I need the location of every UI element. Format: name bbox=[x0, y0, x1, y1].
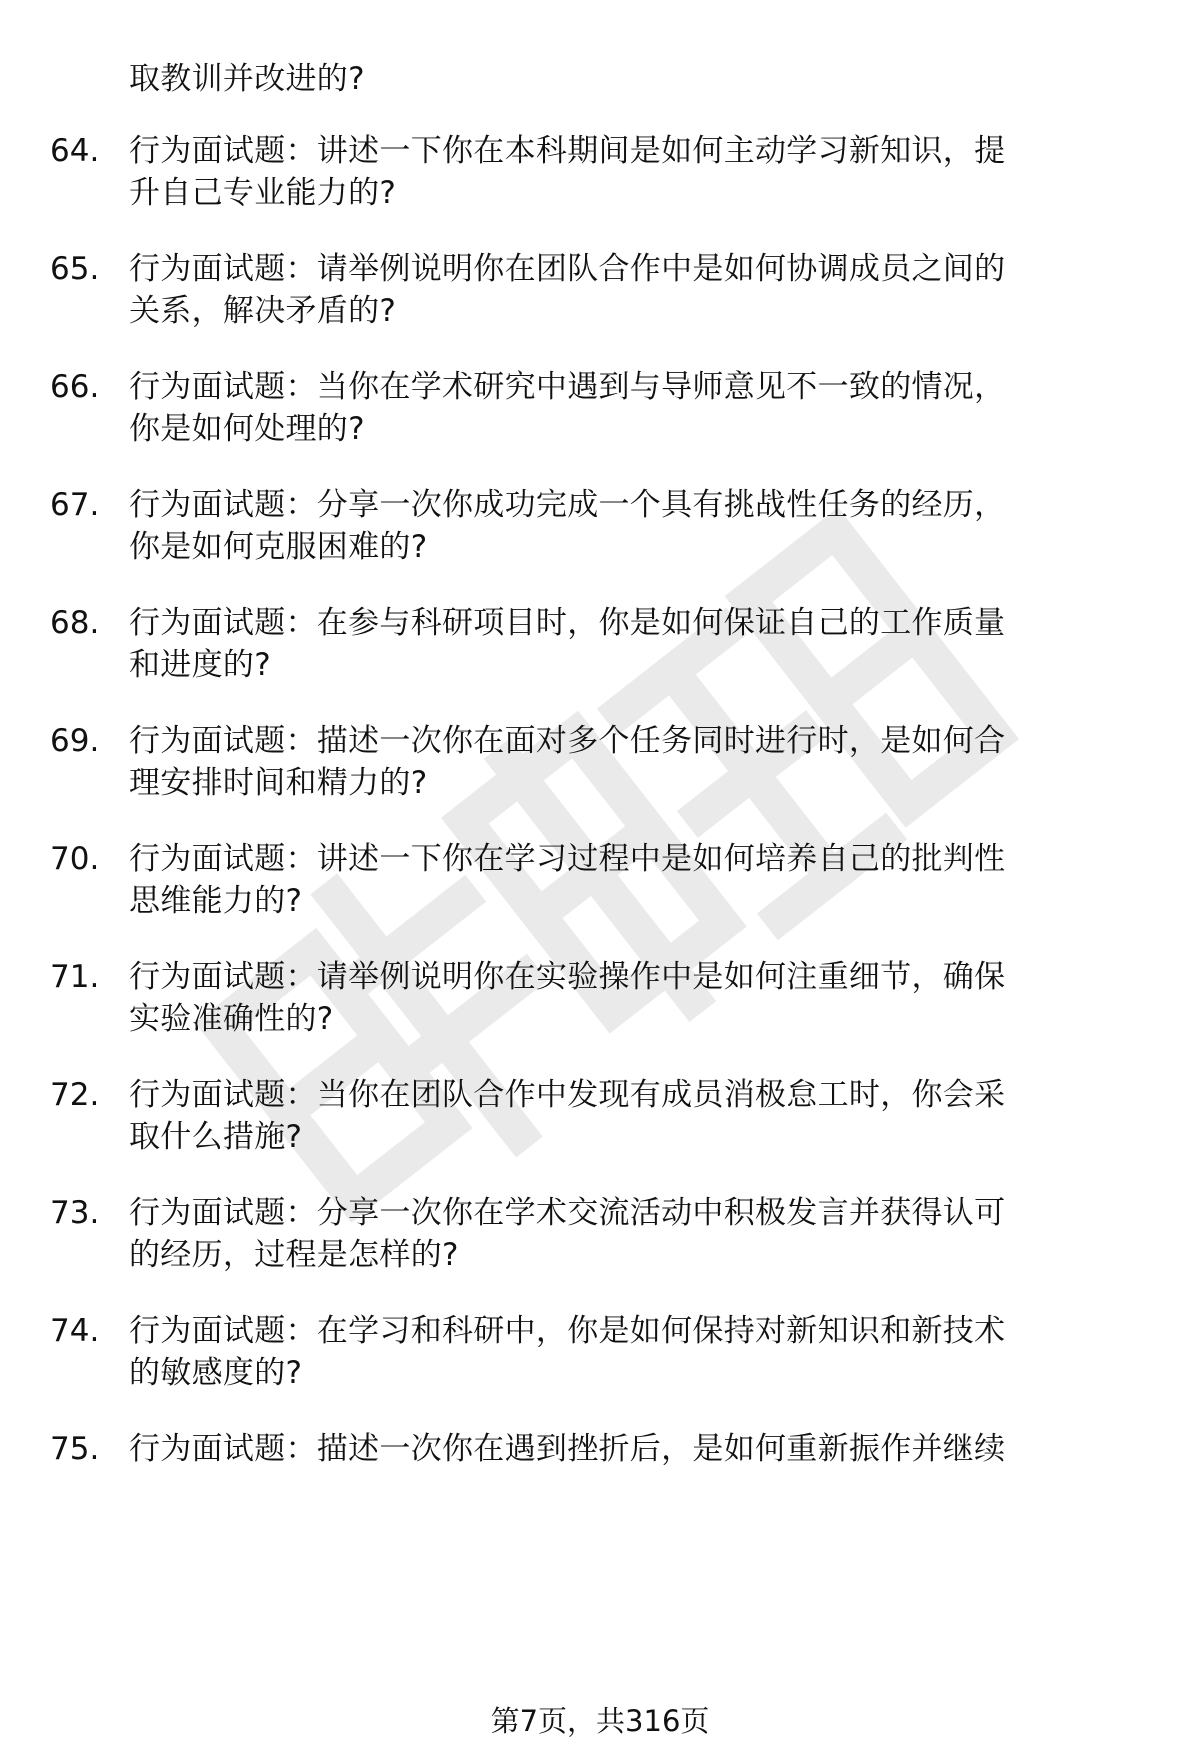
item-line: 行为面试题：分享一次你成功完成一个具有挑战性任务的经历， bbox=[129, 487, 1006, 523]
item-line: 关系，解决矛盾的? bbox=[129, 293, 397, 329]
item-number: 66. bbox=[50, 369, 100, 405]
item-text bbox=[129, 1192, 1139, 1276]
item-number: 74. bbox=[50, 1313, 100, 1349]
item-line: 行为面试题：当你在学术研究中遇到与导师意见不一致的情况， bbox=[129, 369, 1006, 405]
item-line: 实验准确性的? bbox=[129, 1001, 334, 1037]
item-text bbox=[129, 248, 1139, 332]
item-number: 68. bbox=[50, 605, 100, 641]
item-text bbox=[129, 602, 1139, 686]
item-line: 行为面试题：讲述一下你在本科期间是如何主动学习新知识，提 bbox=[129, 133, 1006, 169]
item-text bbox=[129, 484, 1139, 568]
item-number: 72. bbox=[50, 1077, 100, 1113]
item-text bbox=[129, 130, 1139, 214]
item-line: 的敏感度的? bbox=[129, 1355, 303, 1391]
item-line: 行为面试题：讲述一下你在学习过程中是如何培养自己的批判性 bbox=[129, 841, 1006, 877]
item-line: 取教训并改进的? bbox=[129, 61, 365, 97]
item-line: 行为面试题：当你在团队合作中发现有成员消极怠工时，你会采 bbox=[129, 1077, 1006, 1113]
item-text bbox=[129, 58, 1139, 100]
item-line: 行为面试题：描述一次你在遇到挫折后，是如何重新振作并继续 bbox=[129, 1431, 1006, 1467]
item-number: 65. bbox=[50, 251, 100, 287]
item-number: 71. bbox=[50, 959, 100, 995]
item-text bbox=[129, 720, 1139, 804]
item-line: 行为面试题：请举例说明你在实验操作中是如何注重细节，确保 bbox=[129, 959, 1006, 995]
item-number: 69. bbox=[50, 723, 100, 759]
item-line: 行为面试题：请举例说明你在团队合作中是如何协调成员之间的 bbox=[129, 251, 1006, 287]
item-number: 70. bbox=[50, 841, 100, 877]
item-line: 行为面试题：在学习和科研中，你是如何保持对新知识和新技术 bbox=[129, 1313, 1006, 1349]
item-text bbox=[129, 1074, 1139, 1158]
item-line: 你是如何处理的? bbox=[129, 411, 365, 447]
item-line: 行为面试题：分享一次你在学术交流活动中积极发言并获得认可 bbox=[129, 1195, 1006, 1231]
item-number: 67. bbox=[50, 487, 100, 523]
item-line: 的经历，过程是怎样的? bbox=[129, 1237, 459, 1273]
item-text bbox=[129, 956, 1139, 1040]
page-number-footer: 第7页，共316页 bbox=[490, 1704, 710, 1738]
item-line: 你是如何克服困难的? bbox=[129, 529, 428, 565]
item-number: 73. bbox=[50, 1195, 100, 1231]
item-text bbox=[129, 1428, 1139, 1470]
item-number: 64. bbox=[50, 133, 100, 169]
item-line: 升自己专业能力的? bbox=[129, 175, 397, 211]
item-line: 行为面试题：在参与科研项目时，你是如何保证自己的工作质量 bbox=[129, 605, 1006, 641]
item-number: 75. bbox=[50, 1431, 100, 1467]
item-line: 取什么措施? bbox=[129, 1119, 303, 1155]
item-line: 思维能力的? bbox=[129, 883, 303, 919]
item-line: 理安排时间和精力的? bbox=[129, 765, 428, 801]
item-text bbox=[129, 366, 1139, 450]
item-line: 行为面试题：描述一次你在面对多个任务同时进行时，是如何合 bbox=[129, 723, 1006, 759]
item-text bbox=[129, 1310, 1139, 1394]
item-text bbox=[129, 838, 1139, 922]
item-line: 和进度的? bbox=[129, 647, 271, 683]
